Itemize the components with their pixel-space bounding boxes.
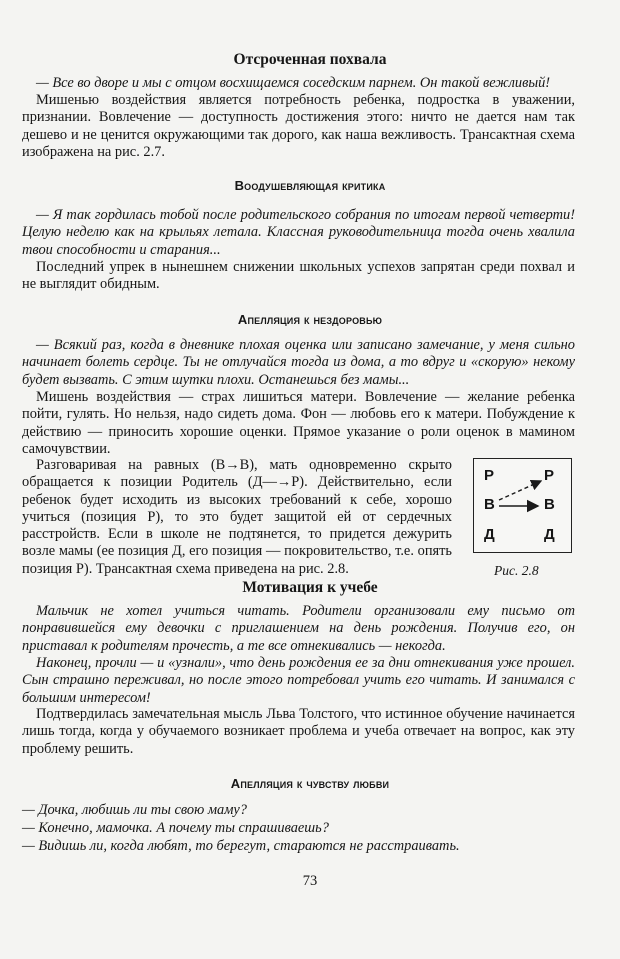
dialogue-paragraph: — Я так гордилась тобой после родительского собрания по итогам первой четверти! Целую неделю как на крыльях летала. Классная руководительница тогда очень хвалила твои способности и старания...: [22, 207, 575, 258]
story-paragraph: Мальчик не хотел учиться читать. Родители организовали ему письмо от понравившейся ему девочки с приглашением на день рождения. Получив его, он приставал к родителям прочесть, а те все отнекивались — некогда.: [22, 603, 575, 654]
body-paragraph: Мишенью воздействия является потребность ребенка, подростка в уважении, признании. Вовлечение — доступность достижения этого: ничто не дается нам так дешево и не ценится окружающими так дорого, как наша вежливость. Трансактная схема изображена на рис. 2.7.: [22, 92, 575, 160]
label-adult-right: В: [544, 496, 555, 513]
dialogue-paragraph: — Всякий раз, когда в дневнике плохая оценка или записано замечание, у меня сильно начинает болеть сердце. Ты не отлучайся тогда из дома, а то вдруг и «скорую» некому будет вызвать. С этим шутки плохи. Останешься без мамы...: [22, 337, 575, 388]
heading-inspiring-criticism: Воодушевляющая критика: [234, 178, 386, 193]
label-parent-right: Р: [544, 467, 555, 484]
label-child-right: Д: [544, 526, 555, 543]
body-paragraph: Последний упрек в нынешнем снижении школьных успехов запрятан среди похвал и не выглядит обидным.: [22, 259, 575, 293]
page-number: 73: [302, 873, 318, 889]
body-paragraph: Подтвердилась замечательная мысль Льва Толстого, что истинное обучение начинается лишь тогда, когда у обучаемого возникает проблема и учеба отвечает на вопрос, как эту проблему решить.: [22, 706, 575, 757]
heading-appeal-to-illness: Апелляция к нездоровью: [237, 312, 383, 327]
heading-appeal-to-love: Апелляция к чувству любви: [230, 776, 390, 791]
label-child-left: Д: [484, 526, 495, 543]
body-paragraph-with-figure: Разговаривая на равных (В→В), мать одновременно скрыто обращается к позиции Родитель (Д—→Р). Действительно, если ребенок будет исходить из высоких требований к себе, хорошо учиться (позиция Р), то это будет защитой ей от сердечных расстройств. Если в школе не подтянется, то придется дежурить возле мамы (ее позиция Д, его позиция — покровительство, т.е. опять позиция Р). Трансактная схема приведена на рис. 2.8.: [22, 457, 452, 577]
label-parent-left: Р: [484, 467, 495, 484]
heading-deferred-praise: Отсроченная похвала: [233, 51, 387, 68]
heading-learning-motivation: Мотивация к учебе: [242, 579, 378, 596]
dialogue-paragraph: — Все во дворе и мы с отцом восхищаемся соседским парнем. Он такой вежливый!: [36, 75, 551, 91]
dialogue-line: — Конечно, мамочка. А почему ты спрашиваешь?: [22, 820, 329, 836]
story-paragraph: Наконец, прочли — и «узнали», что день рождения ее за дни отнекивания уже прошел. Сын страшно переживал, но после этого потребовал учить его читать. И занимался с большим интересом!: [22, 655, 575, 706]
dialogue-line: — Дочка, любишь ли ты свою маму?: [22, 802, 248, 818]
dialogue-line: — Видишь ли, когда любят, то берегут, стараются не расстраивать.: [22, 838, 460, 854]
body-paragraph: Мишень воздействия — страх лишиться матери. Вовлечение — желание ребенка пойти, гулять. Но нельзя, надо сидеть дома. Фон — любовь его к матери. Побуждение к действию — приносить хорошие оценки. Прямое указание о роли оценок в мамином самочувствии.: [22, 389, 575, 457]
transaction-diagram: [473, 458, 572, 553]
label-adult-left: В: [484, 496, 495, 513]
figure-caption: Рис. 2.8: [494, 563, 539, 578]
